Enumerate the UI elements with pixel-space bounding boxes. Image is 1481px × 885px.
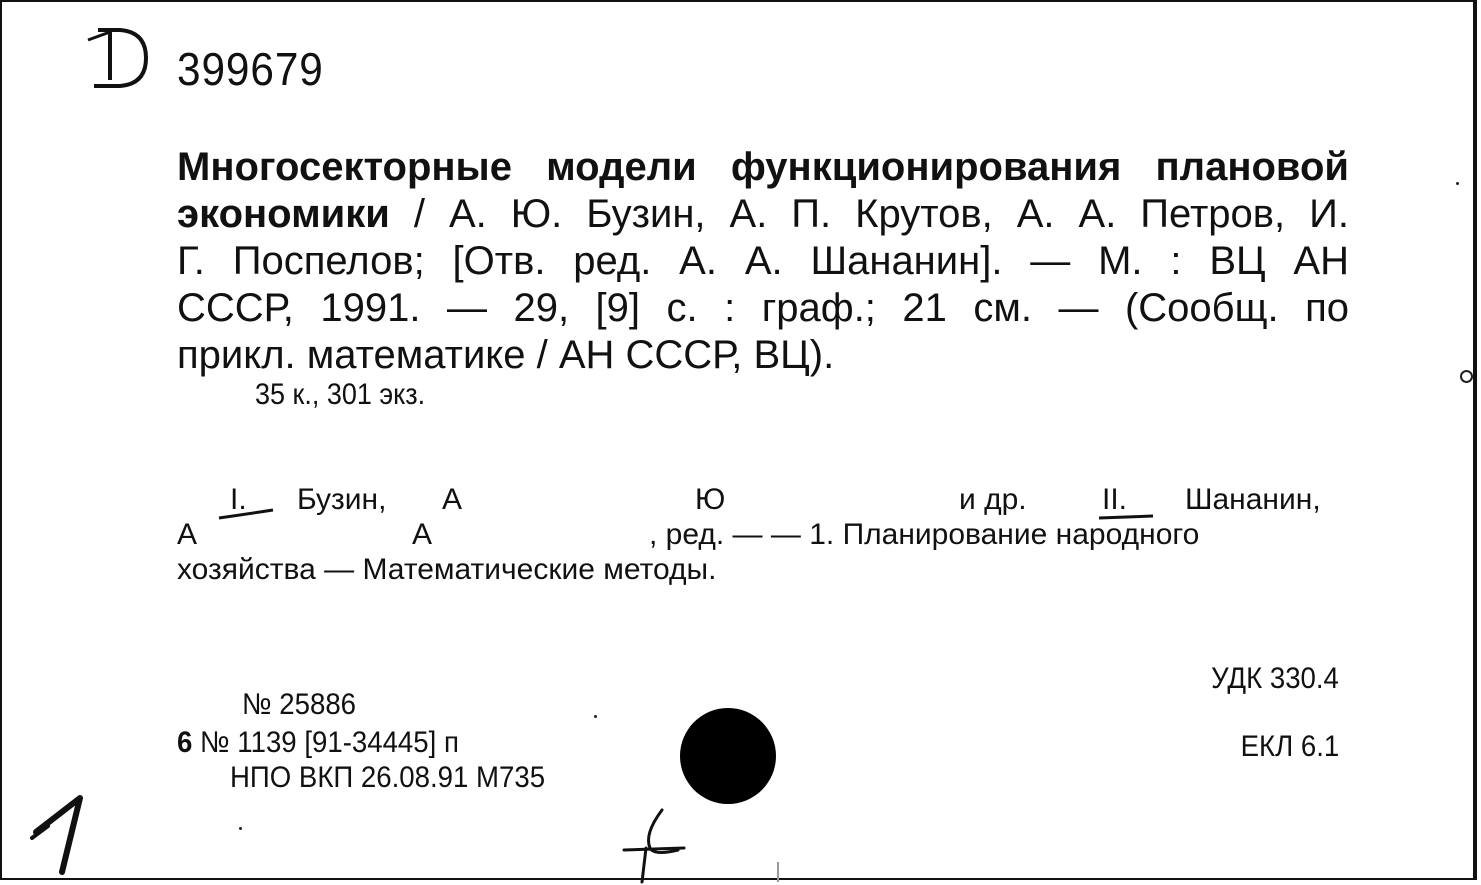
speck <box>1456 182 1459 185</box>
library-mark-d <box>80 20 160 90</box>
tracings <box>177 482 1349 587</box>
tracings-line-2 <box>177 517 1349 552</box>
tracing-et-al: и др. <box>959 483 1027 516</box>
tracing-initial-a3: А <box>412 518 433 551</box>
description-line-1 <box>177 144 1349 191</box>
tracing-initial-a: А <box>442 483 463 516</box>
description-line-2 <box>177 191 1349 238</box>
print-line-text: № 1139 [91-34445] п <box>200 726 459 759</box>
order-number: № 25886 <box>242 688 357 721</box>
filing-hole <box>680 708 776 804</box>
speck-circle <box>1460 370 1473 383</box>
print-prefix: 6 <box>177 726 193 759</box>
tracing-role: , ред. — — 1. Планирование народного <box>649 518 1200 551</box>
tracing-initial-a2: А <box>177 518 198 551</box>
ekl-code: ЕКЛ 6.1 <box>1240 730 1339 763</box>
handwritten-mark <box>614 804 694 884</box>
tracing-initial-yu: Ю <box>695 483 726 516</box>
speck-line <box>777 862 779 882</box>
tracings-line-1 <box>177 482 1349 517</box>
udk-code: УДК 330.4 <box>1211 662 1339 695</box>
speck <box>239 827 242 830</box>
tracings-line-3: хозяйства — Математические методы. <box>177 553 717 586</box>
handwritten-number-1 <box>22 792 102 882</box>
print-org: НПО ВКП 26.08.91 М735 <box>230 761 546 794</box>
tracing-roman-1: I. <box>230 483 247 516</box>
description-line-4: СССР, 1991. — 29, [9] с. : граф.; 21 см. — (Сообщ. по <box>177 286 1349 330</box>
description-line-5: прикл. математике / АН СССР, ВЦ). <box>177 333 835 377</box>
price-copies: 35 к., 301 экз. <box>255 378 426 411</box>
print-line <box>177 726 459 760</box>
title-bold: Многосекторные модели функционирования плановой <box>177 145 1349 189</box>
authors: / А. Ю. Бузин, А. П. Крутов, А. А. Петров, И. <box>389 192 1349 236</box>
speck <box>594 715 597 718</box>
tracing-editor: Шананин, <box>1185 483 1321 516</box>
tracing-author-1: Бузин, <box>297 483 387 516</box>
bibliographic-description <box>177 144 1349 379</box>
description-line-3: Г. Поспелов; [Отв. ред. А. А. Шананин]. — М. : ВЦ АН <box>177 239 1349 283</box>
tracing-roman-2: II. <box>1102 483 1128 516</box>
title-bold-end: экономики <box>177 192 390 236</box>
accession-number: 399679 <box>177 43 324 95</box>
